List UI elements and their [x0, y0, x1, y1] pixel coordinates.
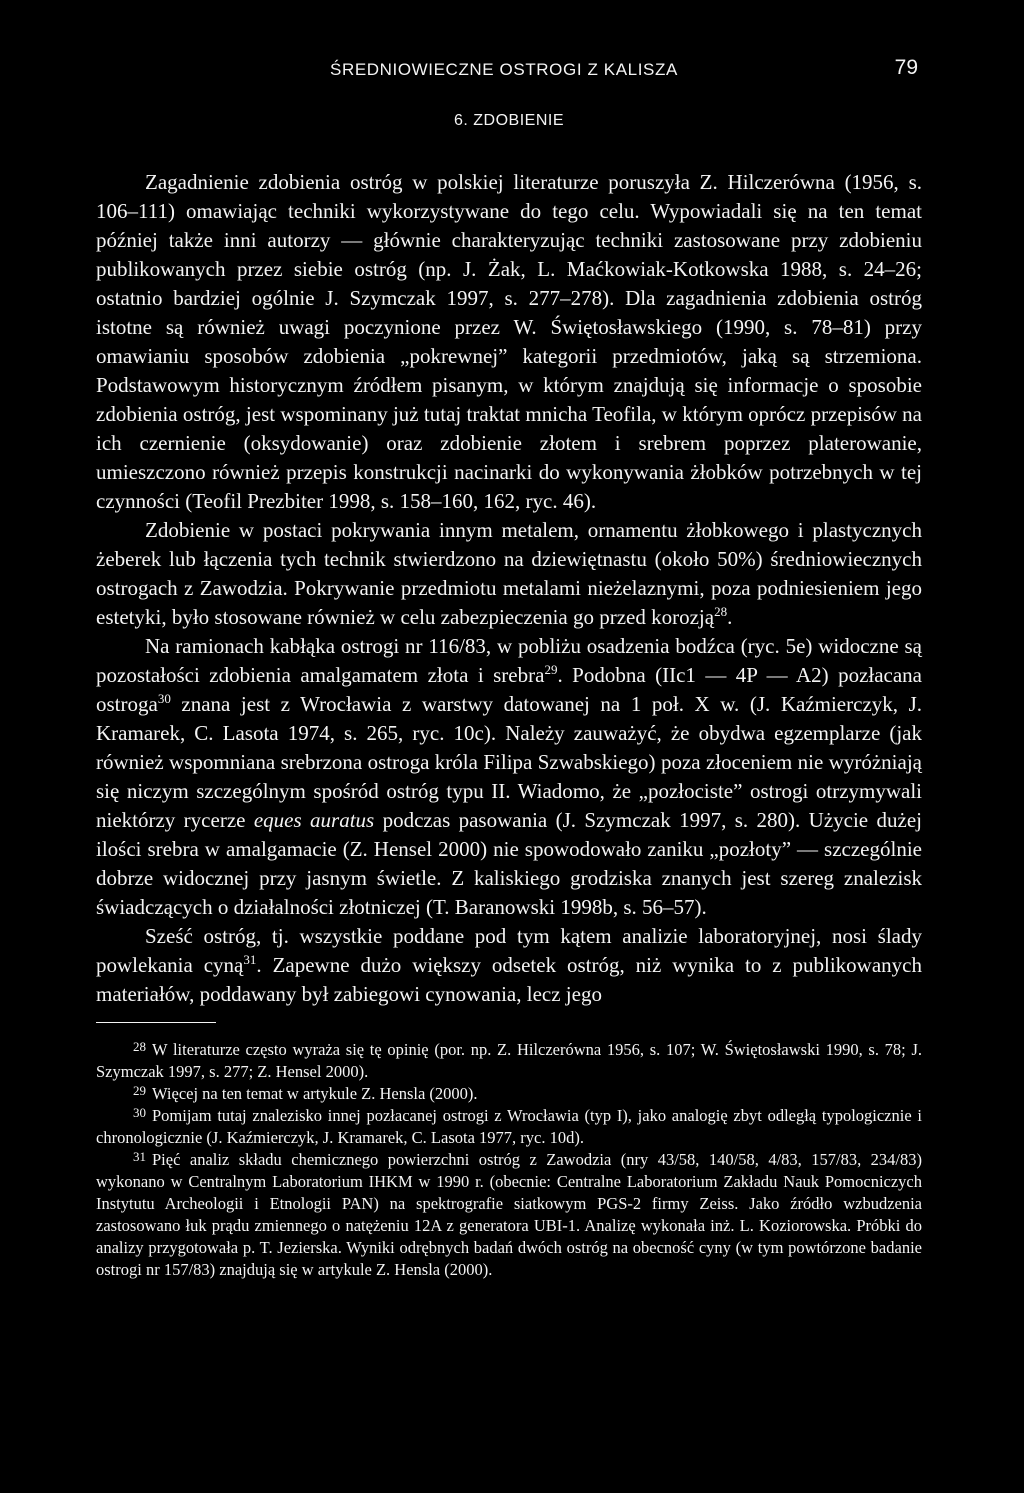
footnote-number: 29	[133, 1083, 146, 1098]
paragraph-2-text: Zdobienie w postaci pokrywania innym metalem, ornamentu żłobkowego i plastycznych żeberek lub łączenia tych technik stwierdzono na dziewiętnastu (około 50%) średniowiecznych ostrogach z Zawodzia. Pokrywanie przedmiotu metalami nieżelaznymi, poza podniesieniem jego estetyki, było stosowane również w celu zabezpieczenia go przed korozją	[96, 518, 922, 629]
paragraph-2	[96, 516, 922, 632]
footnote-31	[96, 1149, 922, 1281]
paragraph-3-text-c: znana jest z Wrocławia z warstwy datowanej na 1 poł. X w. (J. Kaźmierczyk, J. Kramarek, C. Lasota 1974, s. 265, ryc. 10c). Należy zauważyć, że obydwa egzemplarze (jak również wspomniana srebrzona ostroga króla Filipa Szwabskiego) poza złoceniem nie wyróżniają się niczym szczególnym spośród ostróg typu II. Wiadomo, że „pozłociste” ostrogi otrzymywali niektórzy rycerze	[96, 692, 922, 832]
paragraph-3-text-d: podczas pasowania (J. Szymczak 1997, s. 280). Użycie dużej ilości srebra w amalgamacie (Z. Hensel 2000) nie spowodowało zaniku „pozłoty” — szczególnie dobrze widocznej przy jasnym świetle. Z kaliskiego grodziska znanych jest szereg znalezisk świadczących o działalności złotniczej (T. Baranowski 1998b, s. 56–57).	[96, 808, 922, 919]
footnote-ref-29: 29	[544, 662, 558, 677]
paragraph-1	[96, 168, 922, 516]
footnote-number: 28	[133, 1039, 146, 1054]
footnote-text: W literaturze często wyraża się tę opinię (por. np. Z. Hilczerówna 1956, s. 107; W. Świętosławski 1990, s. 78; J. Szymczak 1997, s. 277; Z. Hensel 2000).	[96, 1040, 922, 1081]
italic-term: eques auratus	[253, 808, 375, 832]
running-title: ŚREDNIOWIECZNE OSTROGI Z KALISZA	[330, 60, 678, 79]
book-page	[96, 56, 922, 1281]
paragraph-4-text-a: Sześć ostróg, tj. wszystkie poddane pod tym kątem analizie laboratoryjnej, nosi ślady powlekania cyną	[96, 924, 922, 977]
paragraph-2-end: .	[727, 605, 733, 629]
body-text	[96, 168, 922, 1009]
running-header	[96, 56, 922, 92]
footnote-ref-30: 30	[157, 691, 171, 706]
footnote-number: 30	[133, 1105, 146, 1120]
footnote-30	[96, 1105, 922, 1149]
paragraph-3-text-b: . Podobna (IIc1 — 4P — A2) pozłacana ostroga	[96, 663, 923, 716]
footnote-29	[96, 1083, 922, 1105]
footnote-28	[96, 1039, 922, 1083]
section-heading: 6. ZDOBIENIE	[453, 112, 565, 129]
paragraph-3-text-a: Na ramionach kabłąka ostrogi nr 116/83, w pobliżu osadzenia bodźca (ryc. 5e) widoczne są pozostałości zdobienia amalgamatem złota i srebra	[96, 634, 922, 687]
paragraph-1-text: Zagadnienie zdobienia ostróg w polskiej literaturze poruszyła Z. Hilczerówna (1956, s. 106–111) omawiając techniki wykorzystywane do tego celu. Wypowiadali się na ten temat później także inni autorzy — głównie charakteryzując techniki zastosowane przy zdobieniu publikowanych przez siebie ostróg (np. J. Żak, L. Maćkowiak-Kotkowska 1988, s. 24–26; ostatnio bardziej ogólnie J. Szymczak 1997, s. 277–278). Dla zagadnienia zdobienia ostróg istotne są również uwagi poczynione przez W. Świętosławskiego (1990, s. 78–81) przy omawianiu sposobów zdobienia „pokrewnej” kategorii przedmiotów, jaką są strzemiona. Podstawowym historycznym źródłem pisanym, w którym znajdują się informacje o sposobie zdobienia ostróg, jest wspominany już tutaj traktat mnicha Teofila, w którym oprócz przepisów na ich czernienie (oksydowanie) oraz zdobienie złotem i srebrem poprzez platerowanie, umieszczono również przepis konstrukcji nacinarki do wykonywania żłobków potrzebnych w tej czynności (Teofil Prezbiter 1998, s. 158–160, 162, ryc. 46).	[96, 170, 922, 513]
footnote-text: Pięć analiz składu chemicznego powierzchni ostróg z Zawodzia (nry 43/58, 140/58, 4/83, 157/83, 234/83) wykonano w Centralnym Laboratorium IHKM w 1990 r. (obecnie: Centralne Laboratorium Zakładu Nauk Pomocniczych Instytutu Archeologii i Etnologii PAN) na spektrografie siatkowym PGS-2 firmy Zeiss. Jako źródło wzbudzenia zastosowano łuk prądu zmiennego o natężeniu 12A z generatora UBI-1. Analizę wykonała inż. L. Koziorowska. Próbki do analizy przygotowała p. T. Jezierska. Wyniki odrębnych badań dwóch ostróg na obecność cyny (w tym powtórzone badanie ostrogi nr 157/83) znajdują się w artykule Z. Hensla (2000).	[96, 1150, 922, 1279]
footnote-ref-28: 28	[714, 604, 728, 619]
footnote-number: 31	[133, 1149, 146, 1164]
footnotes	[96, 1039, 922, 1281]
footnote-text: Więcej na ten temat w artykule Z. Hensla (2000).	[152, 1084, 478, 1103]
paragraph-4	[96, 922, 922, 1009]
page-number: 79	[894, 56, 918, 79]
footnote-divider	[96, 1022, 216, 1023]
footnote-ref-31: 31	[243, 952, 257, 967]
footnote-text: Pomijam tutaj znalezisko innej pozłacanej ostrogi z Wrocławia (typ I), jako analogię zbyt odległą typologicznie i chronologicznie (J. Kaźmierczyk, J. Kramarek, C. Lasota 1977, ryc. 10d).	[96, 1106, 922, 1147]
paragraph-4-text-b: . Zapewne dużo większy odsetek ostróg, niż wynika to z publikowanych materiałów, poddawany był zabiegowi cynowania, lecz jego	[96, 953, 922, 1006]
paragraph-3	[96, 632, 922, 922]
